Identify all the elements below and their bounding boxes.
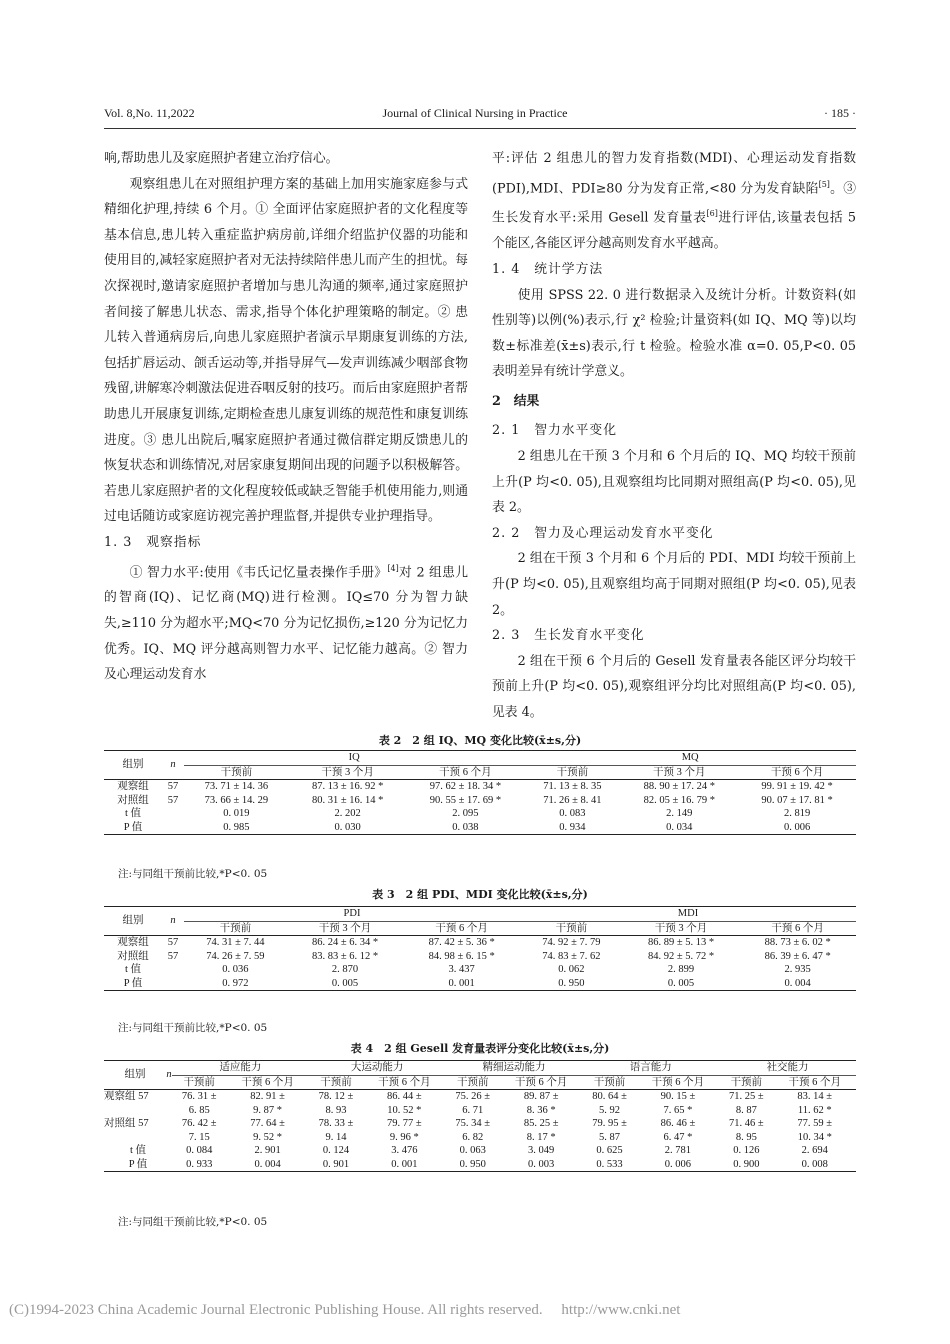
col-header: 干预前 (320, 1076, 352, 1088)
table-cell: 2. 819 (783, 808, 811, 819)
table-cell: 0. 008 (774, 1158, 857, 1172)
table-cell: 8. 93 (325, 1104, 347, 1116)
col-header: n (162, 751, 184, 780)
table-cell: 0. 019 (223, 808, 250, 819)
table-cell: 90. 07 ± 17. 81 * (761, 794, 833, 806)
table-cell: 8. 87 (735, 1104, 757, 1116)
table-cell: 观察组 (104, 936, 162, 950)
table-cell: 6. 71 (462, 1104, 484, 1116)
table-cell (162, 821, 184, 835)
table-cell: 84. 98 ± 6. 15 * (428, 950, 495, 962)
table-cell: 0. 950 (446, 1158, 500, 1172)
table-cell (104, 1131, 172, 1145)
table-cell: 0. 004 (739, 977, 856, 991)
table-cell: 82. 91 ± (226, 1090, 308, 1104)
col-header: 干预前 (556, 766, 589, 778)
right-column (492, 146, 856, 726)
paragraph: 2 组在干预 3 个月和 6 个月后的 PDI、MDI 均较干预前上升(P 均<0. 05),且观察组均高于同期对照组(P 均<0. 05),见表 2。 (492, 551, 856, 618)
table-cell: 0. 934 (524, 821, 620, 835)
table-cell: 9. 96 * (389, 1131, 419, 1143)
table-cell: 7. 15 (188, 1131, 210, 1143)
table-cell: 0. 124 (322, 1145, 350, 1156)
table-cell (104, 1104, 172, 1118)
table-cell: 75. 26 ± (446, 1090, 500, 1104)
table-cell: 71. 46 ± (728, 1118, 764, 1129)
citation-ref[interactable]: [6] (706, 209, 718, 219)
table-cell: 0. 985 (184, 821, 289, 835)
section-heading: 2. 1 智力水平变化 (492, 423, 617, 439)
table-cell: 0. 063 (459, 1145, 486, 1156)
col-header: 精细运动能力 (446, 1061, 583, 1076)
table-cell: 0. 533 (582, 1158, 636, 1172)
table-cell: 0. 625 (596, 1145, 623, 1156)
table-cell: 99. 91 ± 19. 42 * (738, 780, 856, 794)
table-cell: 97. 62 ± 18. 34 * (407, 780, 525, 794)
table-cell: P 值 (104, 821, 162, 835)
table-cell: 6. 82 (462, 1131, 484, 1143)
copyright-footer: (C)1994-2023 China Academic Journal Electronic Publishing House. All rights reserved. http://www.cnki.net (9, 1302, 681, 1318)
table-cell: 8. 17 * (526, 1131, 556, 1143)
col-header: 干预 6 个月 (770, 766, 824, 778)
table-cell (162, 807, 184, 821)
table-cell: 0. 062 (558, 964, 585, 975)
table-cell: 86. 24 ± 6. 34 * (287, 936, 404, 950)
page-number: · 185 · (824, 106, 856, 120)
col-header: 干预 6 个月 (651, 1076, 705, 1088)
col-header: n (162, 907, 184, 936)
table-cell: 75. 34 ± (455, 1118, 491, 1129)
table2-note: 注:与同组干预前比较,*P<0. 05 (118, 868, 268, 880)
section-heading: 2. 2 智力及心理运动发育水平变化 (492, 525, 714, 541)
table-cell (162, 963, 184, 977)
table-cell: 88. 90 ± 17. 24 * (620, 780, 738, 794)
paragraph: 平:评估 2 组患儿的智力发育指数(MDI)、心理运动发育指数(PDI),MDI、PDI≥80 分为发育正常,<80 分为发育缺陷[5]。③ 生长发育水平:采用 Gesell 发育量表[6]进行评估,该量表包括 5 个能区,各能区评分越高则发育水平越高。 (492, 151, 856, 252)
table-cell: 9. 52 * (253, 1131, 283, 1143)
table-cell: 0. 001 (403, 977, 520, 991)
paragraph: 使用 SPSS 22. 0 进行数据录入及统计分析。计数资料(如性别等)以例(%)表示,行 χ² 检验;计量资料(如 IQ、MQ 等)以均数±标准差(x̄±s)表示,行 t 检验。检验水准 α=0. 05,P<0. 05 表明差异有统计学意义。 (492, 287, 856, 380)
table-cell: 9. 14 (325, 1131, 347, 1143)
table-cell: 89. 87 ± (500, 1090, 582, 1104)
table-cell: P 值 (104, 977, 162, 991)
table-cell: 2. 095 (452, 808, 479, 819)
table-cell: 82. 05 ± 16. 79 * (643, 794, 715, 806)
col-header: MQ (524, 751, 856, 766)
table4-caption: 表 4 2 组 Gesell 发育量表评分变化比较(x̄±s,分) (350, 1042, 610, 1055)
table-cell: 80. 31 ± 16. 14 * (311, 794, 384, 806)
col-header: 大运动能力 (309, 1061, 446, 1076)
col-header: 干预 6 个月 (435, 922, 488, 934)
table-cell: 观察组 57 (104, 1090, 172, 1104)
table-cell: 10. 52 * (387, 1104, 422, 1116)
table-cell: 0. 901 (309, 1158, 363, 1172)
col-header: 适应能力 (172, 1061, 309, 1076)
table-cell: 71. 25 ± (719, 1090, 773, 1104)
table-cell: 0. 084 (186, 1145, 213, 1156)
table-cell: 87. 13 ± 16. 92 * (289, 780, 407, 794)
table-cell: 57 (162, 780, 184, 794)
col-header: PDI (184, 907, 520, 922)
table-cell: 2. 870 (331, 964, 359, 975)
paragraph: ① 智力水平:使用《韦氏记忆量表操作手册》[4]对 2 组患儿的智商(IQ)、记忆商(MQ)进行检测。IQ≤70 分为智力缺失,≥110 分为超水平;MQ<70 分为记忆损伤,≥120 分为记忆力优秀。IQ、MQ 评分越高则智力水平、记忆能力越高。② 智力及心理运动发育水 (104, 563, 468, 683)
table-cell: 0. 972 (184, 977, 287, 991)
table-cell: t 值 (129, 1145, 147, 1156)
table-cell: 76. 31 ± (172, 1090, 226, 1104)
table-cell: 5. 87 (599, 1131, 621, 1143)
table-cell: 2. 935 (784, 964, 811, 975)
col-header: 干预 6 个月 (241, 1076, 294, 1088)
col-header: 干预前 (220, 766, 253, 778)
col-header: 干预 3 个月 (654, 922, 708, 934)
table-cell: 57 (167, 794, 179, 806)
table-cell: 0. 003 (500, 1158, 582, 1172)
table-cell: 77. 64 ± (250, 1118, 285, 1129)
col-header: 干预前 (593, 1076, 626, 1088)
table3-caption: 表 3 2 组 PDI、MDI 变化比较(x̄±s,分) (372, 888, 588, 901)
table-cell: 0. 950 (520, 977, 623, 991)
table-cell: 83. 83 ± 6. 12 * (311, 950, 379, 962)
table-cell: 79. 77 ± (387, 1118, 422, 1129)
table-cell: 0. 005 (287, 977, 404, 991)
table-cell: 5. 92 (599, 1104, 621, 1116)
table-cell: 90. 55 ± 17. 69 * (429, 794, 502, 806)
col-header: 干预前 (183, 1076, 215, 1088)
col-header: 干预 6 个月 (788, 1076, 841, 1088)
table-cell: 78. 12 ± (309, 1090, 363, 1104)
table-cell: 2. 202 (334, 808, 361, 819)
table3-note: 注:与同组干预前比较,*P<0. 05 (118, 1022, 268, 1034)
table-cell: 0. 038 (407, 821, 525, 835)
paragraph: 2 组在干预 6 个月后的 Gesell 发育量表各能区评分均较干预前上升(P 均<0. 05),观察组评分均比对照组高(P 均<0. 05),见表 4。 (492, 653, 856, 720)
table-cell: 84. 92 ± 5. 72 * (647, 950, 715, 962)
table-cell: 0. 004 (226, 1158, 308, 1172)
table-cell: 7. 65 * (663, 1104, 693, 1116)
table-cell: 对照组 57 (104, 1118, 149, 1129)
section-heading: 1. 4 统计学方法 (492, 261, 604, 277)
table-cell: P 值 (104, 1158, 172, 1172)
table-cell: 11. 62 * (797, 1104, 832, 1116)
col-header: 干预前 (457, 1076, 489, 1088)
table-cell: 对照组 (117, 950, 149, 962)
section-heading: 1. 3 观察指标 (104, 534, 202, 550)
col-header: 干预 3 个月 (318, 922, 372, 934)
table-cell: 3. 437 (448, 964, 475, 975)
col-header: 干预 3 个月 (653, 766, 706, 778)
col-header: 干预前 (219, 922, 252, 934)
col-header: 干预 6 个月 (439, 766, 492, 778)
table-cell: 79. 95 ± (592, 1118, 627, 1129)
table-cell: t 值 (124, 808, 142, 819)
table-cell: 86. 46 ± (660, 1118, 696, 1129)
col-header: IQ (184, 751, 524, 766)
paragraph: 观察组患儿在对照组护理方案的基础上加用实施家庭参与式精细化护理,持续 6 个月。① 全面评估家庭照护者的文化程度等基本信息,患儿转入重症监护病房前,详细介绍监护仪器的功能和使用目的,减轻家庭照护者对无法持续陪伴患儿而产生的担忧。每次探视时,邀请家庭照护者增加与患儿沟通的频率,通过家庭照护者间接了解患儿状态、需求,指导个体化护理策略的制定。② 患儿转入普通病房后,向患儿家庭照护者演示早期康复训练的方法,包括扩唇运动、颌舌运动等,并指导屏气—发声训练减少咽部食物残留,讲解寒冷刺激法促进吞咽反射的技巧。而后由家庭照护者帮助患儿开展康复训练,定期检查患儿康复训练的规范性和康复训练进度。③ 患儿出院后,嘱家庭照护者通过微信群定期反馈患儿的恢复状态和训练情况,对居家康复期间出现的问题予以积极解答。若患儿家庭照护者的文化程度较低或缺乏智能手机使用能力,则通过电话随访或家庭访视完善护理监督,并提供专业护理指导。 (104, 176, 468, 525)
table-cell: 8. 95 (735, 1131, 757, 1143)
table-cell: 0. 001 (363, 1158, 445, 1172)
table-cell: 71. 13 ± 8. 35 (524, 780, 620, 794)
header-rule (104, 128, 856, 129)
col-header: 语言能力 (582, 1061, 719, 1076)
table-cell: 9. 87 * (253, 1104, 283, 1116)
col-header: n (166, 1061, 172, 1090)
table-cell: 86. 89 ± 5. 13 * (623, 936, 740, 950)
table-cell (162, 977, 184, 991)
table-cell: 0. 006 (738, 821, 856, 835)
table-cell: 2. 694 (801, 1145, 828, 1156)
table-cell: 73. 71 ± 14. 36 (184, 780, 289, 794)
table-cell: 2. 781 (664, 1145, 692, 1156)
table3 (104, 906, 856, 991)
left-column (104, 146, 468, 688)
col-header: MDI (520, 907, 856, 922)
table-cell: 0. 030 (289, 821, 407, 835)
table-cell: 77. 59 ± (797, 1118, 833, 1129)
col-header: 干预 3 个月 (321, 766, 374, 778)
table-cell: 74. 83 ± 7. 62 (542, 950, 601, 962)
table-cell: 0. 036 (222, 964, 249, 975)
table-cell: 10. 34 * (797, 1131, 832, 1143)
citation-ref[interactable]: [4] (387, 563, 399, 573)
col-header: 干预 6 个月 (378, 1076, 431, 1088)
table-cell: 90. 15 ± (637, 1090, 719, 1104)
table-cell: 57 (162, 936, 184, 950)
table-cell: 2. 149 (666, 808, 693, 819)
table-cell: 74. 92 ± 7. 79 (520, 936, 623, 950)
table-cell: 57 (167, 950, 179, 962)
table-cell: 0. 933 (172, 1158, 226, 1172)
paragraph: 响,帮助患儿及家庭照护者建立治疗信心。 (104, 151, 339, 166)
table-cell: 73. 66 ± 14. 29 (204, 794, 269, 806)
table-cell: 74. 26 ± 7. 59 (206, 950, 265, 962)
table-cell: 8. 36 * (526, 1104, 556, 1116)
col-header: 组别 (104, 907, 162, 936)
table2-caption: 表 2 2 组 IQ、MQ 变化比较(x̄±s,分) (378, 734, 582, 747)
table-cell: 0. 900 (719, 1158, 773, 1172)
col-header: 社交能力 (719, 1061, 856, 1076)
table4 (104, 1060, 856, 1172)
journal-volume: Vol. 8,No. 11,2022 (104, 106, 195, 120)
table-cell: 0. 005 (623, 977, 740, 991)
table-cell: 87. 42 ± 5. 36 * (403, 936, 520, 950)
paragraph: 2 组患儿在干预 3 个月和 6 个月后的 IQ、MQ 均较干预前上升(P 均<0. 05),且观察组均比同期对照组高(P 均<0. 05),见表 2。 (492, 449, 856, 516)
table-cell: 观察组 (104, 780, 162, 794)
col-header: 干预 6 个月 (771, 922, 824, 934)
table-cell: 76. 42 ± (181, 1118, 217, 1129)
table-cell: 0. 006 (637, 1158, 719, 1172)
table-cell: 78. 33 ± (318, 1118, 354, 1129)
section-heading: 2. 3 生长发育水平变化 (492, 628, 645, 644)
table-cell: 0. 034 (620, 821, 738, 835)
table-cell: 0. 126 (733, 1145, 760, 1156)
table-cell: 71. 26 ± 8. 41 (543, 794, 602, 806)
table-cell: 86. 39 ± 6. 47 * (764, 950, 831, 962)
section-heading: 2 结果 (492, 393, 540, 409)
table2 (104, 750, 856, 835)
col-header: 干预 6 个月 (514, 1076, 568, 1088)
table-cell: 74. 31 ± 7. 44 (184, 936, 287, 950)
table-cell: 6. 47 * (663, 1131, 693, 1143)
table-cell: 对照组 (117, 794, 149, 806)
table-cell: t 值 (124, 964, 142, 975)
col-header: 干预前 (555, 922, 588, 934)
col-header: 干预前 (730, 1076, 763, 1088)
citation-ref[interactable]: [5] (818, 179, 830, 189)
table-cell: 83. 14 ± (774, 1090, 857, 1104)
table-cell: 3. 049 (528, 1145, 555, 1156)
table-cell: 86. 44 ± (363, 1090, 445, 1104)
table-cell: 6. 85 (188, 1104, 210, 1116)
col-header: 组别 (104, 751, 162, 780)
col-header: 组别 (104, 1061, 166, 1090)
journal-title: Journal of Clinical Nursing in Practice (382, 106, 568, 120)
table-cell: 88. 73 ± 6. 02 * (739, 936, 856, 950)
table-cell: 3. 476 (391, 1145, 418, 1156)
table-cell: 80. 64 ± (582, 1090, 636, 1104)
table-cell: 85. 25 ± (523, 1118, 559, 1129)
table-cell: 0. 083 (559, 808, 586, 819)
table4-note: 注:与同组干预前比较,*P<0. 05 (118, 1216, 268, 1228)
table-cell: 2. 899 (667, 964, 695, 975)
table-cell: 2. 901 (254, 1145, 281, 1156)
